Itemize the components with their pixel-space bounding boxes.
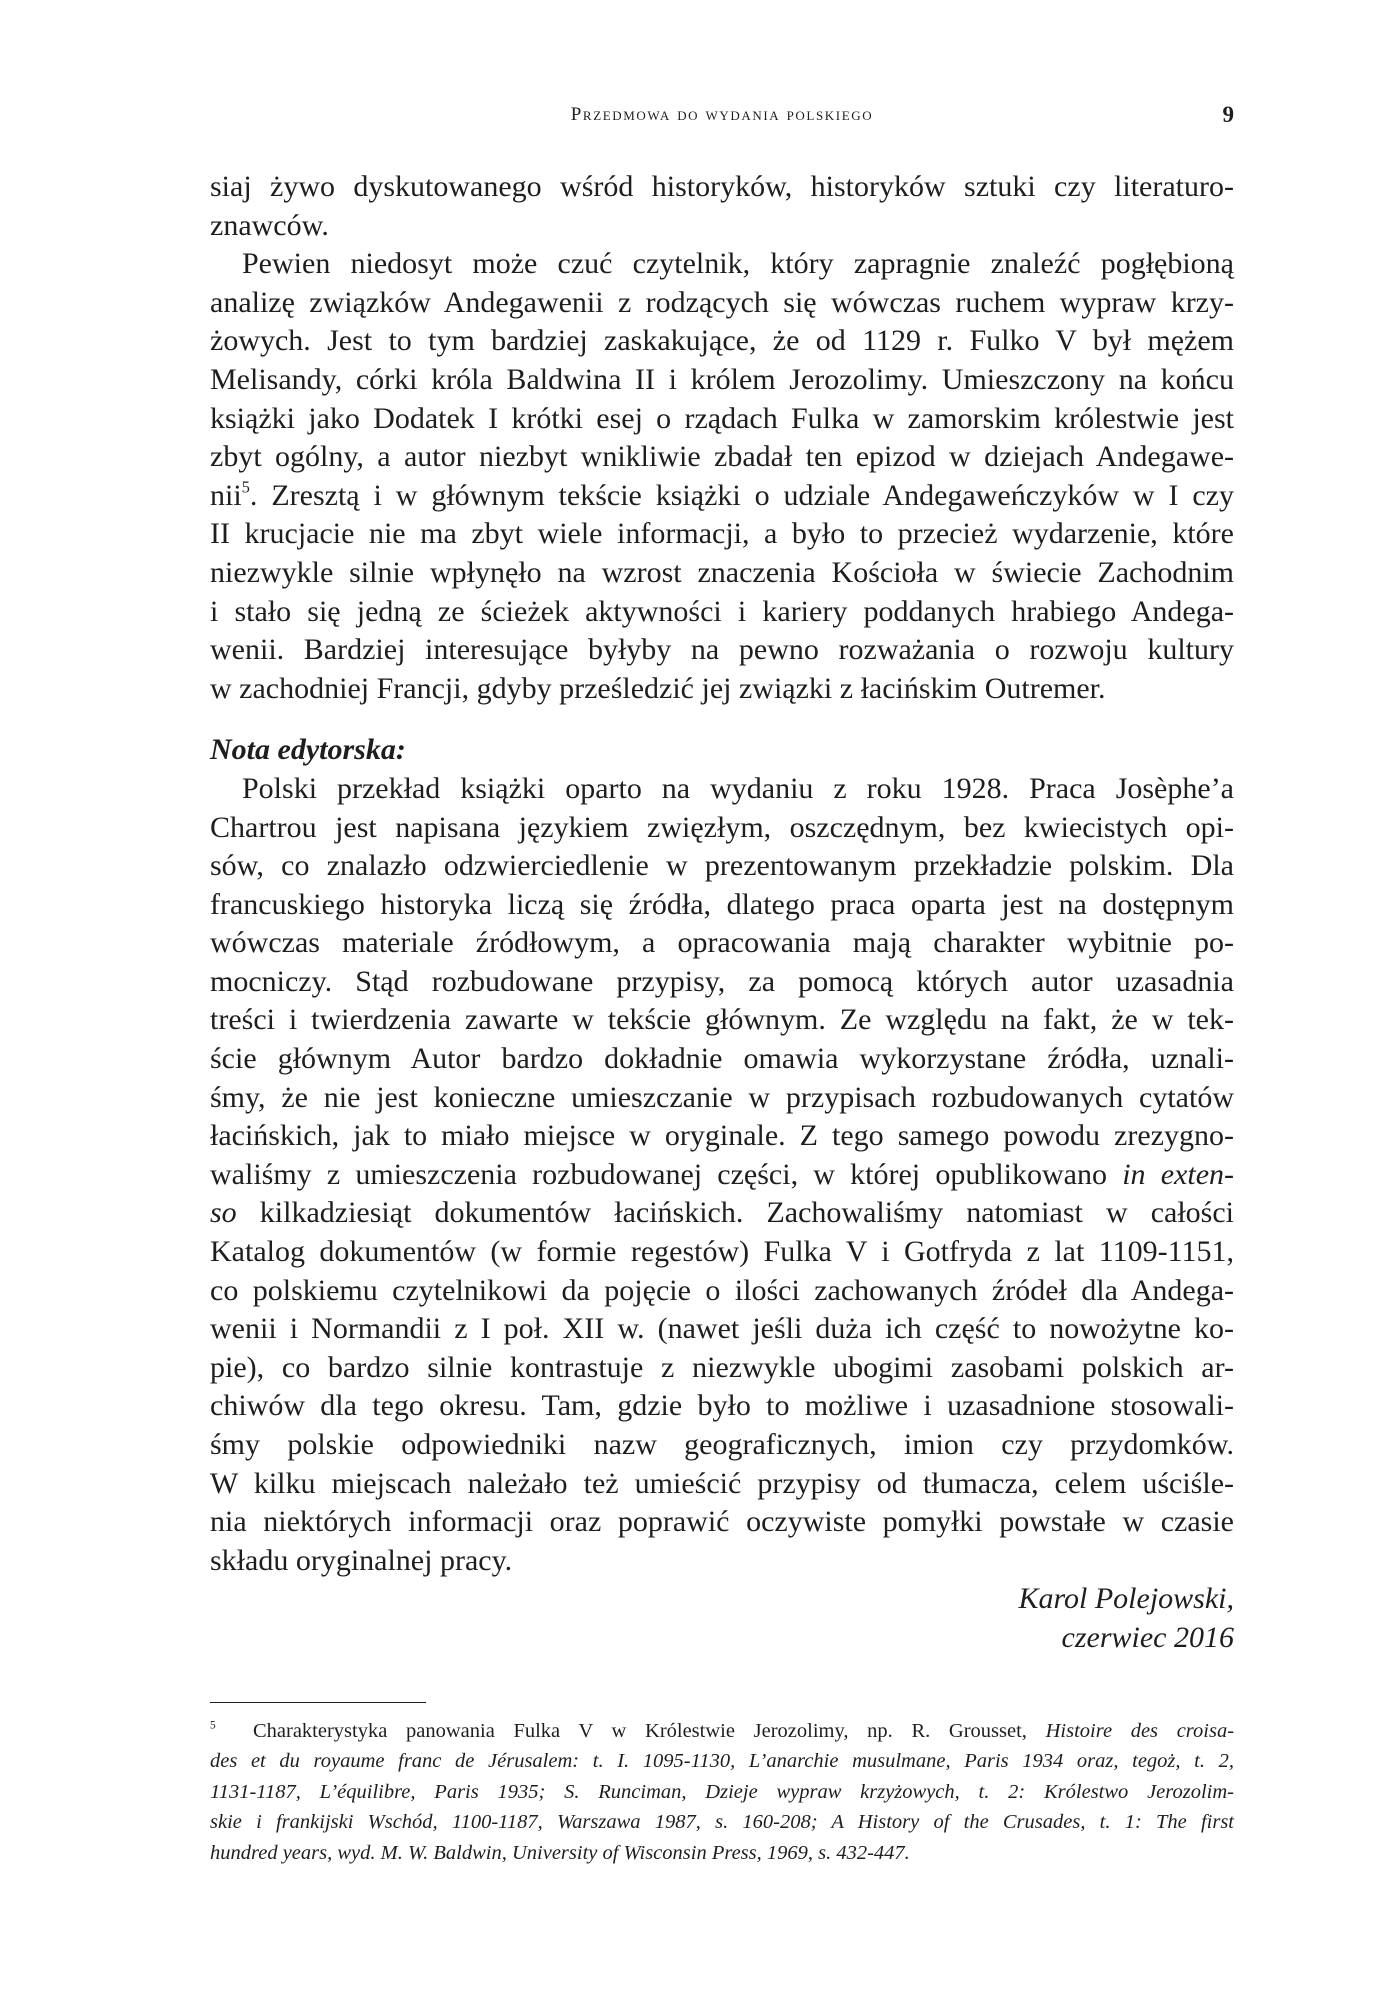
text-fragment: Charakterystyka panowania Fulka V w Królestwie Jerozolimy, np. R. Grousset, — [252, 1720, 1046, 1742]
italic-term: in exten- — [1122, 1157, 1234, 1191]
footnote-line: skie i frankijski Wschód, 1100-1187, Warszawa 1987, s. 160-208; A History of the Crusades, t. 1: The first — [210, 1811, 1234, 1834]
text-line: wenii. Bardziej interesujące byłyby na pewno rozważania o rozwoju kultury — [210, 633, 1234, 667]
text-line: wówczas materiale źródłowym, a opracowania mają charakter wybitnie po- — [210, 926, 1234, 960]
signature-name: Karol Polejowski, — [1018, 1582, 1234, 1616]
text-line: nia niektórych informacji oraz poprawić oczywiste pomyłki powstałe w czasie — [210, 1505, 1234, 1539]
text-line: II krucjacie nie ma zbyt wiele informacji, a było to przecież wydarzenie, które — [210, 517, 1234, 551]
running-header — [210, 104, 1234, 134]
footnote-reference[interactable]: 5 — [241, 477, 250, 497]
text-line: Chartrou jest napisana językiem zwięzłym, oszczędnym, bez kwiecistych opi- — [210, 810, 1234, 844]
text-line: w zachodniej Francji, gdyby prześledzić jej związki z łacińskim Outremer. — [210, 671, 1106, 705]
text-line: W kilku miejscach należało też umieścić przypisy od tłumacza, celem uściśle- — [210, 1466, 1234, 1500]
text-fragment: nii — [210, 478, 242, 512]
text-line: mocniczy. Stąd rozbudowane przypisy, za pomocą których autor uzasadnia — [210, 964, 1234, 998]
text-line: francuskiego historyka liczą się źródła, dlatego praca oparta jest na dostępnym — [210, 887, 1234, 921]
text-line: Katalog dokumentów (w formie regestów) Fulka V i Gotfryda z lat 1109-1151, — [210, 1235, 1234, 1269]
text-line: co polskiemu czytelnikowi da pojęcie o ilości zachowanych źródeł dla Andega- — [210, 1273, 1234, 1307]
page-number: 9 — [1222, 102, 1234, 127]
text-fragment: kilkadziesiąt dokumentów łacińskich. Zachowaliśmy natomiast w całości — [236, 1196, 1234, 1230]
footnote-line: des et du royaume franc de Jérusalem: t. I. 1095-1130, L’anarchie musulmane, Paris 1934 oraz, tegoż, t. 2, — [210, 1750, 1234, 1773]
book-page — [210, 0, 1234, 2012]
text-line: ście głównym Autor bardzo dokładnie omawia wykorzystane źródła, uznali- — [210, 1042, 1234, 1076]
footnote-line: hundred years, wyd. M. W. Baldwin, University of Wisconsin Press, 1969, s. 432-447. — [210, 1841, 910, 1864]
text-line: wenii i Normandii z I poł. XII w. (nawet jeśli duża ich część to nowożytne ko- — [210, 1312, 1234, 1346]
text-line: śmy polskie odpowiedniki nazw geograficznych, imion czy przydomków. — [210, 1428, 1234, 1461]
text-fragment: waliśmy z umieszczenia rozbudowanej części, w której opublikowano — [210, 1157, 1123, 1191]
text-line: Polski przekład książki oparto na wydaniu z roku 1928. Praca Josèphe’a — [242, 771, 1234, 805]
text-line: treści i twierdzenia zawarte w tekście głównym. Ze względu na fakt, że w tek- — [210, 1003, 1234, 1037]
signature-date: czerwiec 2016 — [1061, 1620, 1234, 1654]
text-line: pie), co bardzo silnie kontrastuje z niezwykle ubogimi zasobami polskich ar- — [210, 1350, 1234, 1384]
footnote-separator — [210, 1702, 426, 1703]
text-line: łacińskich, jak to miało miejsce w oryginale. Z tego samego powodu zrezygno- — [210, 1119, 1234, 1153]
text-line: książki jako Dodatek I krótki esej o rządach Fulka w zamorskim królestwie jest — [210, 401, 1234, 435]
text-line: zbyt ogólny, a autor niezbyt wnikliwie zbadał ten epizod w dziejach Andegawe- — [210, 440, 1234, 474]
footnote — [210, 1716, 1234, 1868]
text-fragment: . Zresztą i w głównym tekście książki o udziale Andegaweńczyków w I czy — [249, 478, 1234, 512]
text-line: sów, co znalazło odzwierciedlenie w prezentowanym przekładzie polskim. Dla — [210, 849, 1234, 883]
running-title: Przedmowa do wydania polskiego — [570, 104, 874, 125]
footnote-marker: 5 — [210, 1719, 216, 1732]
section-heading: Nota edytorska: — [210, 733, 406, 767]
text-line: żowych. Jest to tym bardziej zaskakujące, że od 1129 r. Fulko V był mężem — [210, 324, 1234, 358]
text-line: składu oryginalnej pracy. — [210, 1543, 513, 1577]
text-line: i stało się jedną ze ścieżek aktywności i kariery poddanych hrabiego Andega- — [210, 594, 1234, 628]
text-line: analizę związków Andegawenii z rodzących się wówczas ruchem wypraw krzy- — [210, 285, 1234, 319]
text-line — [210, 477, 1234, 516]
text-line: chiwów dla tego okresu. Tam, gdzie było to możliwe i uzasadnione stosowali- — [210, 1389, 1234, 1423]
text-fragment: Histoire des croisa- — [1045, 1720, 1235, 1742]
text-line: Melisandy, córki króla Baldwina II i królem Jerozolimy. Umieszczony na końcu — [210, 362, 1234, 396]
footnote-line: 1131-1187, L’équilibre, Paris 1935; S. Runciman, Dzieje wypraw krzyżowych, t. 2: Królestwo Jerozolim- — [210, 1780, 1234, 1803]
italic-term: so — [210, 1196, 237, 1230]
text-line: znawców. — [210, 208, 329, 242]
text-line: śmy, że nie jest konieczne umieszczanie w przypisach rozbudowanych cytatów — [210, 1080, 1234, 1114]
text-line — [210, 1194, 1234, 1233]
paragraph-crusades — [210, 245, 1234, 708]
text-line: niezwykle silnie wpłynęło na wzrost znaczenia Kościoła w świecie Zachodnim — [210, 555, 1234, 589]
footnote-line — [210, 1716, 1234, 1746]
paragraph-nota — [210, 770, 1234, 1580]
text-line — [210, 1156, 1234, 1195]
main-text — [210, 168, 1234, 1658]
text-line: siaj żywo dyskutowanego wśród historyków, historyków sztuki czy literaturo- — [210, 170, 1234, 203]
text-line: Pewien niedosyt może czuć czytelnik, który zapragnie znaleźć pogłębioną — [242, 247, 1234, 281]
